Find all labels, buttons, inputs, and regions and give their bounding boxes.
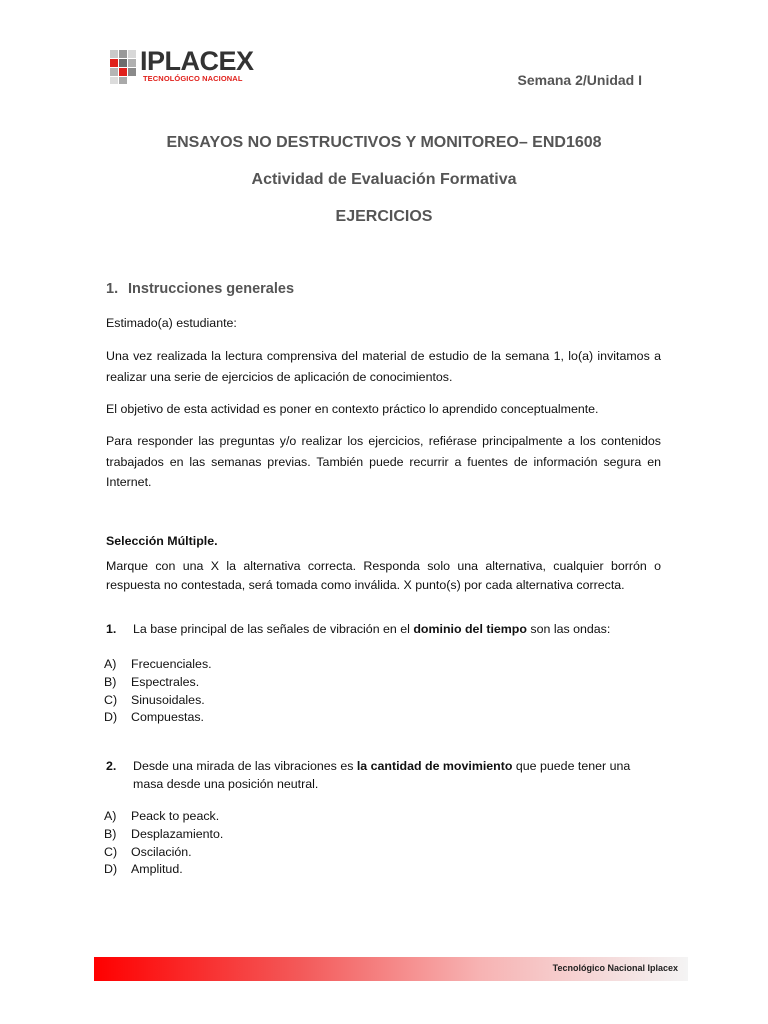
objective-paragraph: El objetivo de esta actividad es poner en contexto práctico lo aprendido conceptualmente. (106, 402, 599, 416)
instructions-paragraph: Para responder las preguntas y/o realizar los ejercicios, refiérase principalmente a los contenidos trabajados en las semanas previas. También puede recurrir a fuentes de información segura en Internet. (106, 434, 661, 489)
intro-paragraph: Una vez realizada la lectura comprensiva del material de estudio de la semana 1, lo(a) invitamos a realizar una serie de ejercicios de aplicación de conocimientos. (106, 349, 661, 384)
option-item[interactable] (104, 692, 212, 710)
option-text: Frecuenciales. (131, 657, 212, 671)
greeting: Estimado(a) estudiante: (106, 316, 237, 330)
question-2 (106, 757, 636, 793)
option-text: Espectrales. (131, 674, 200, 689)
question-2-text-bold: la cantidad de movimiento (356, 759, 513, 773)
week-label: Semana 2/Unidad I (517, 72, 642, 88)
option-letter: D) (104, 862, 118, 877)
option-text: Peack to peack. (131, 809, 220, 823)
option-item[interactable] (104, 709, 212, 727)
option-letter: A) (104, 657, 117, 671)
logo-mosaic-icon (110, 50, 144, 84)
iplacex-logo (110, 48, 260, 88)
question-1 (106, 620, 666, 638)
footer-bar (94, 957, 688, 981)
logo-brand: IPLACEX (140, 46, 254, 76)
multiple-choice-title: Selección Múltiple. (106, 534, 218, 548)
option-item[interactable] (104, 826, 223, 844)
option-item[interactable] (104, 844, 223, 862)
option-item[interactable] (104, 674, 212, 692)
logo-subtitle: TECNOLÓGICO NACIONAL (143, 74, 243, 83)
option-letter: B) (104, 826, 117, 841)
question-2-text-pre: Desde una mirada de las vibraciones es (133, 759, 357, 773)
section-heading (106, 281, 294, 297)
option-letter: D) (104, 710, 118, 725)
question-2-text-post: que puede tener una masa desde una posición neutral. (133, 759, 631, 791)
option-item[interactable] (104, 656, 212, 674)
option-letter: C) (104, 692, 118, 707)
option-letter: C) (104, 844, 118, 859)
option-text: Amplitud. (131, 862, 183, 877)
question-2-options (104, 808, 223, 879)
question-1-text-pre: La base principal de las señales de vibración en el (133, 622, 414, 636)
activity-title: Actividad de Evaluación Formativa (251, 171, 517, 188)
option-text: Desplazamiento. (131, 826, 224, 841)
option-letter: A) (104, 809, 117, 823)
question-1-text-post: son las ondas: (526, 622, 611, 636)
question-1-options (104, 656, 212, 727)
option-item[interactable] (104, 808, 223, 826)
option-item[interactable] (104, 861, 223, 879)
option-text: Sinusoidales. (131, 692, 205, 707)
question-1-text-bold: dominio del tiempo (413, 622, 527, 636)
option-letter: B) (104, 674, 117, 689)
option-text: Compuestas. (131, 710, 205, 725)
section-title: Instrucciones generales (128, 281, 295, 297)
exercises-title: EJERCICIOS (335, 208, 433, 225)
question-2-text (133, 757, 636, 793)
question-1-text (133, 620, 666, 638)
footer-text: Tecnológico Nacional Iplacex (552, 963, 678, 973)
course-title: ENSAYOS NO DESTRUCTIVOS Y MONITOREO– END1608 (166, 134, 602, 151)
question-1-number: 1. (106, 622, 117, 636)
section-number: 1. (106, 281, 119, 297)
option-text: Oscilación. (131, 844, 192, 859)
question-2-number: 2. (106, 759, 117, 773)
multiple-choice-instructions: Marque con una X la alternativa correcta. Responda solo una alternativa, cualquier borrón o respuesta no contestada, será tomada como inválida. X punto(s) por cada alternativa correcta. (106, 559, 661, 592)
